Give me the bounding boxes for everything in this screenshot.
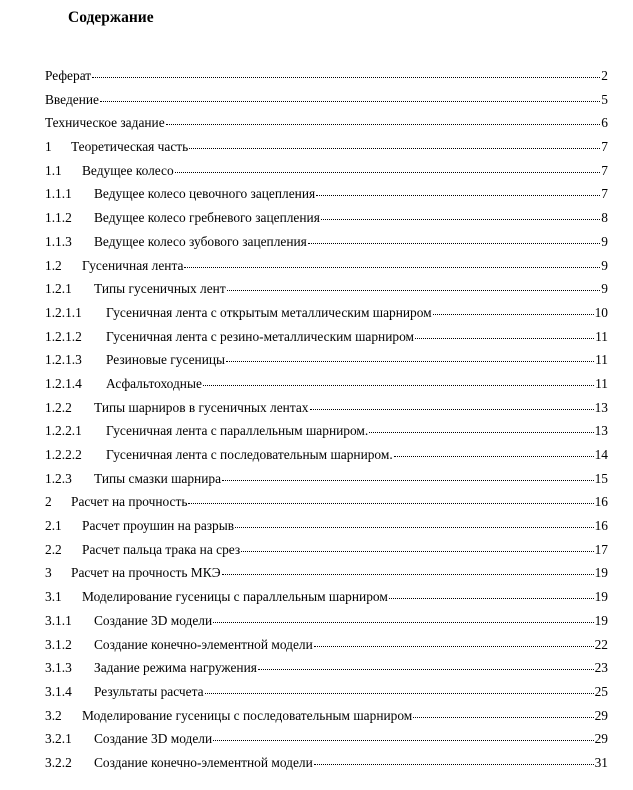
dot-leader	[92, 66, 600, 80]
dot-leader	[310, 398, 594, 412]
toc-entry[interactable]	[45, 206, 608, 230]
toc-entry-label: Гусеничная лента с резино-металлическим шарниром	[106, 328, 414, 344]
toc-entry-label: Создание 3D модели	[94, 731, 213, 747]
toc-entry-label: Ведущее колесо гребневого зацепления	[94, 210, 320, 226]
toc-entry-number: 1.2.1.1	[45, 304, 82, 320]
toc-entry-page-number: 7	[601, 139, 608, 155]
toc-entry-number: 1.1.1	[45, 186, 72, 202]
dot-leader	[189, 137, 600, 151]
toc-entry[interactable]	[45, 704, 608, 728]
toc-entry-number: 1.2	[45, 257, 62, 273]
toc-entry[interactable]	[45, 561, 608, 585]
dot-leader	[188, 492, 593, 506]
toc-entry-label: Расчет проушин на разрыв	[82, 518, 235, 534]
toc-entry-page-number: 16	[594, 518, 608, 534]
toc-entry-page-number: 8	[601, 210, 608, 226]
toc-entry[interactable]	[45, 111, 608, 135]
toc-entry-label: Создание 3D модели	[94, 612, 213, 628]
toc-entry-number: 2.1	[45, 518, 62, 534]
toc-entry[interactable]	[45, 277, 608, 301]
dot-leader	[222, 563, 594, 577]
toc-entry[interactable]	[45, 680, 608, 704]
toc-entry-page-number: 5	[601, 91, 608, 107]
toc-entry-page-number: 25	[594, 683, 608, 699]
toc-entry-page-number: 16	[594, 494, 608, 510]
toc-entry-page-number: 11	[595, 328, 608, 344]
toc-entry-page-number: 19	[594, 565, 608, 581]
toc-entry[interactable]	[45, 64, 608, 88]
toc-entry[interactable]	[45, 301, 608, 325]
toc-entry[interactable]	[45, 325, 608, 349]
toc-entry[interactable]	[45, 372, 608, 396]
toc-entry-label: Создание конечно-элементной модели	[94, 754, 313, 770]
toc-entry[interactable]	[45, 182, 608, 206]
toc-entry-number: 1.1.3	[45, 233, 72, 249]
toc-entry-number: 2.2	[45, 541, 62, 557]
dot-leader	[226, 350, 594, 364]
toc-entry-page-number: 7	[601, 186, 608, 202]
toc-entry-label: Асфальтоходные	[106, 375, 202, 391]
toc-entry[interactable]	[45, 348, 608, 372]
toc-entry-page-number: 7	[601, 162, 608, 178]
dot-leader	[222, 469, 594, 483]
toc-entry-number: 1.2.2.2	[45, 447, 82, 462]
toc-entry-page-number: 19	[594, 612, 608, 628]
toc-entry-number: 1.1	[45, 162, 62, 178]
toc-entry-label: Расчет на прочность МКЭ	[71, 565, 221, 581]
toc-entry[interactable]	[45, 609, 608, 633]
dot-leader	[227, 279, 601, 293]
toc-entry-page-number: 6	[601, 115, 608, 131]
dot-leader	[184, 256, 600, 270]
toc-entry-label: Гусеничная лента с параллельным шарниром.	[106, 423, 369, 439]
dot-leader	[100, 90, 600, 104]
dot-leader	[241, 540, 593, 554]
toc-entry-label: Типы шарниров в гусеничных лентах	[94, 399, 309, 415]
dot-leader	[415, 327, 594, 341]
toc-entry[interactable]	[45, 419, 608, 443]
toc-entry-number: 3.1.2	[45, 636, 72, 652]
toc-entry-page-number: 11	[595, 375, 608, 391]
toc-entry-label: Введение	[45, 91, 99, 107]
dot-leader	[166, 113, 601, 127]
toc-entry[interactable]	[45, 727, 608, 751]
toc-entry-page-number: 9	[601, 233, 608, 249]
toc-entry[interactable]	[45, 88, 608, 112]
table-of-contents	[45, 64, 608, 775]
toc-entry-label: Моделирование гусеницы с параллельным шарниром	[82, 589, 388, 605]
toc-entry-number: 3.1	[45, 589, 62, 605]
toc-entry-number: 1.2.2	[45, 399, 72, 415]
toc-entry-page-number: 29	[594, 731, 608, 747]
toc-entry[interactable]	[45, 443, 608, 467]
toc-entry-page-number: 9	[601, 281, 608, 297]
toc-entry-label: Типы гусеничных лент	[94, 281, 226, 297]
dot-leader	[175, 161, 601, 175]
dot-leader	[258, 658, 594, 672]
toc-entry-label: Ведущее колесо	[82, 162, 174, 178]
toc-entry-label: Теоретическая часть	[71, 139, 189, 155]
toc-entry-page-number: 23	[594, 660, 608, 676]
toc-entry-label: Ведущее колесо зубового зацепления	[94, 233, 307, 249]
toc-entry-number: 3.2.2	[45, 754, 72, 770]
toc-entry-page-number: 9	[601, 257, 608, 273]
toc-entry-label: Техническое задание	[45, 115, 165, 131]
dot-leader	[321, 208, 600, 222]
toc-entry-label: Реферат	[45, 68, 92, 83]
toc-entry-label: Создание конечно-элементной модели	[94, 636, 313, 652]
toc-entry-number: 2	[45, 494, 52, 510]
toc-entry-number: 3.1.4	[45, 683, 72, 699]
dot-leader	[316, 184, 600, 198]
toc-entry-page-number: 15	[594, 470, 608, 486]
toc-entry-page-number: 29	[594, 707, 608, 723]
toc-entry[interactable]	[45, 467, 608, 491]
toc-entry[interactable]	[45, 538, 608, 562]
toc-entry[interactable]	[45, 514, 608, 538]
toc-entry[interactable]	[45, 159, 608, 183]
toc-entry-page-number: 13	[594, 399, 608, 415]
toc-entry-page-number: 11	[595, 352, 608, 368]
toc-entry-label: Задание режима нагружения	[94, 660, 257, 676]
toc-entry[interactable]	[45, 656, 608, 680]
dot-leader	[308, 232, 600, 246]
toc-entry-number: 3.1.1	[45, 612, 72, 628]
toc-entry[interactable]	[45, 254, 608, 278]
toc-entry-number: 3.2	[45, 707, 62, 723]
toc-entry-label: Результаты расчета	[94, 683, 204, 699]
toc-entry-number: 1.2.1.2	[45, 328, 82, 344]
toc-entry-number: 1.2.2.1	[45, 423, 82, 439]
toc-entry-label: Расчет на прочность	[71, 494, 188, 510]
toc-entry[interactable]	[45, 585, 608, 609]
dot-leader	[213, 611, 593, 625]
dot-leader	[389, 587, 594, 601]
toc-entry-page-number: 31	[594, 754, 608, 770]
toc-entry-number: 1.2.1	[45, 281, 72, 297]
toc-entry-label: Расчет пальца трака на срез	[82, 541, 241, 557]
dot-leader	[203, 374, 594, 388]
toc-entry-label: Гусеничная лента с открытым металлическим шарниром	[106, 304, 432, 320]
toc-entry-page-number: 22	[594, 636, 608, 652]
toc-entry-page-number: 2	[601, 68, 608, 83]
toc-entry-number: 3	[45, 565, 52, 581]
toc-entry-label: Резиновые гусеницы	[106, 352, 226, 368]
toc-entry-page-number: 19	[594, 589, 608, 605]
toc-entry-number: 1.2.3	[45, 470, 72, 486]
toc-entry-label: Моделирование гусеницы с последовательным шарниром	[82, 707, 413, 723]
toc-title: Содержание	[68, 9, 154, 26]
toc-entry-page-number: 13	[594, 423, 608, 439]
dot-leader	[394, 445, 594, 459]
toc-entry-label: Типы смазки шарнира	[94, 470, 222, 486]
dot-leader	[369, 421, 593, 435]
toc-entry-page-number: 10	[594, 304, 608, 320]
toc-entry-number: 3.2.1	[45, 731, 72, 747]
dot-leader	[314, 753, 594, 767]
toc-entry-number: 1	[45, 139, 52, 155]
toc-entry-number: 1.2.1.3	[45, 352, 82, 368]
toc-entry[interactable]	[45, 633, 608, 657]
toc-entry-number: 1.2.1.4	[45, 375, 82, 391]
toc-entry-label: Ведущее колесо цевочного зацепления	[94, 186, 316, 202]
toc-entry-label: Гусеничная лента	[82, 257, 184, 273]
dot-leader	[314, 635, 594, 649]
toc-entry-page-number: 14	[594, 447, 608, 462]
dot-leader	[205, 682, 594, 696]
dot-leader	[433, 303, 594, 317]
toc-entry-label: Гусеничная лента с последовательным шарниром.	[106, 447, 393, 462]
toc-entry[interactable]	[45, 396, 608, 420]
toc-entry[interactable]	[45, 135, 608, 159]
toc-entry[interactable]	[45, 751, 608, 775]
toc-entry[interactable]	[45, 230, 608, 254]
dot-leader	[235, 516, 594, 530]
toc-entry-page-number: 17	[594, 541, 608, 557]
toc-entry[interactable]	[45, 490, 608, 514]
toc-entry-number: 1.1.2	[45, 210, 72, 226]
toc-entry-number: 3.1.3	[45, 660, 72, 676]
dot-leader	[213, 729, 593, 743]
dot-leader	[413, 706, 593, 720]
